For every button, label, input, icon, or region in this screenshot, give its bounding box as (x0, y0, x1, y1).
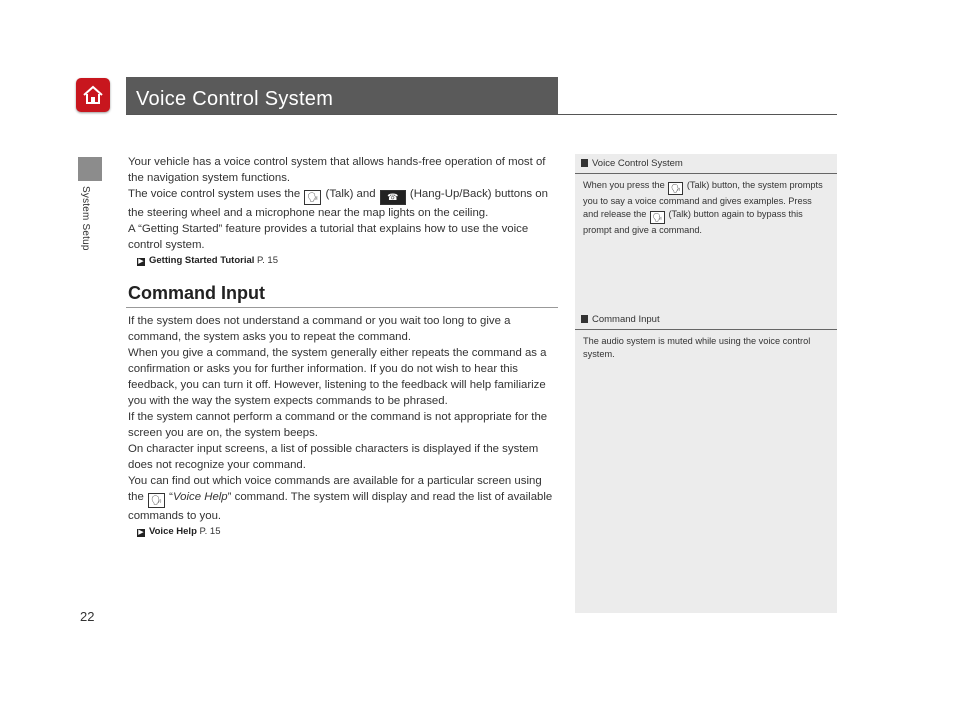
command-input-heading: Command Input (128, 283, 265, 303)
note-voice-control: Voice Control System When you press the 🗣︎ (Talk) button, the system prompts you to say a voice command and gives examples. Press and release the 🗣︎ (Talk) button again to bypass this prompt and give a command. (575, 154, 837, 237)
home-button[interactable] (76, 78, 110, 112)
note-command-input (575, 310, 837, 361)
intro-paragraph-2: The voice control system uses the 🗣︎ (Talk) and ☎︎ (Hang-Up/Back) buttons on the steering wheel and a microphone near the map lights on the ceiling. (128, 188, 548, 219)
command-paragraph-1: If the system does not understand a command or you wait too long to give a command, the system asks you to repeat the command. (128, 315, 511, 343)
home-icon (81, 83, 105, 107)
cross-reference-arrow-icon: ▶︎ (138, 529, 144, 536)
page-title: Voice Control System (136, 88, 334, 110)
note-title: Command Input (592, 314, 660, 325)
section-tab-marker[interactable] (78, 157, 102, 181)
voice-help-xref[interactable]: ▶︎ Voice Help P. 15 (138, 526, 221, 537)
getting-started-xref[interactable]: ▶︎ Getting Started Tutorial P. 15 (138, 255, 278, 266)
command-paragraph-2: When you give a command, the system generally either repeats the command as a confirmation or asks you for further information. If you do not wish to hear this feedback, you can turn it off. However, listening to the feedback will help familiarize you with the way the system expects commands to be phrased. (128, 347, 547, 407)
page-number: 22 (80, 609, 95, 624)
command-paragraph-4: On character input screens, a list of possible characters is displayed if the system does not recognize your command. (128, 443, 539, 471)
note-title: Voice Control System (592, 158, 683, 169)
note-text: The audio system is muted while using the voice control system. (583, 336, 811, 359)
talk-icon: 🗣︎ (668, 182, 683, 195)
note-marker-icon (581, 159, 588, 167)
header-divider (126, 114, 837, 115)
intro-section (128, 154, 558, 268)
command-paragraph-5: You can find out which voice commands are available for a particular screen using the 🗣︎ “Voice Help” command. The system will display and read the list of available commands to you. (128, 475, 553, 522)
intro-paragraph-1: Your vehicle has a voice control system that allows hands-free operation of most of the navigation system functions. (128, 156, 546, 184)
section-divider (126, 307, 558, 308)
talk-icon: 🗣︎ (148, 493, 165, 508)
command-paragraph-3: If the system cannot perform a command or the command is not appropriate for the screen you are on, the system beeps. (128, 411, 548, 439)
talk-icon: 🗣︎ (650, 211, 665, 224)
section-side-label: System Setup (80, 186, 91, 251)
voice-help-command: Voice Help (172, 491, 228, 503)
intro-paragraph-3: A “Getting Started” feature provides a tutorial that explains how to use the voice control system. (128, 223, 529, 251)
talk-icon: 🗣︎ (304, 190, 321, 205)
notes-sidebar (575, 154, 837, 613)
cross-reference-arrow-icon: ▶︎ (138, 258, 144, 265)
hang-up-back-icon: ☎︎ (380, 190, 406, 205)
command-input-section (128, 313, 558, 539)
note-marker-icon (581, 315, 588, 323)
page-header-bar (126, 77, 558, 114)
